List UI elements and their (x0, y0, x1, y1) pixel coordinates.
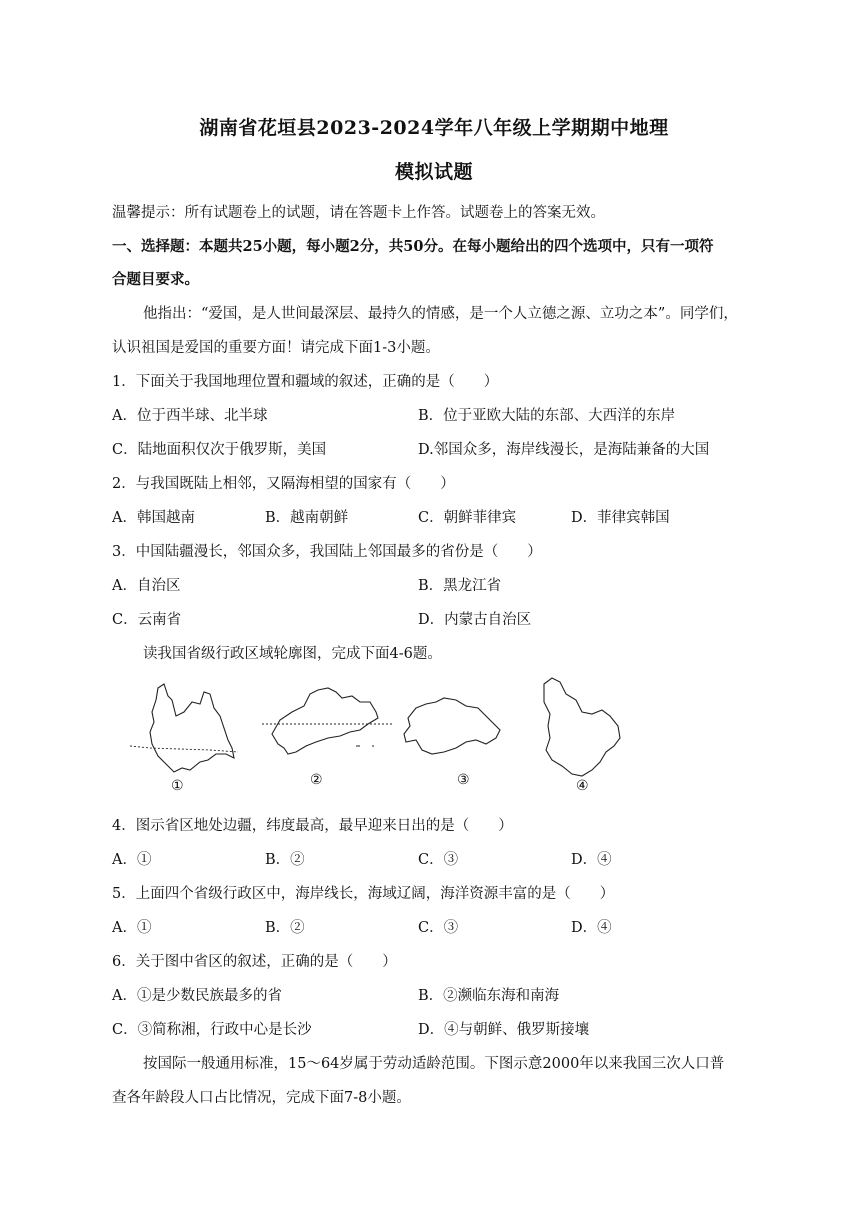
q1-option-b: B．位于亚欧大陆的东部、大西洋的东岸 (418, 408, 676, 424)
q5-option-c: C．③ (418, 920, 459, 936)
q2-option-b: B．越南朝鲜 (265, 510, 349, 526)
q6-option-c: C．③简称湘，行政中心是长沙 (112, 1022, 312, 1038)
q1-option-a: A．位于西半球、北半球 (112, 408, 268, 424)
q4-option-c: C．③ (418, 852, 459, 868)
province-outline-1 (150, 684, 234, 772)
map-label-2: ② (310, 772, 323, 788)
map-label-1: ① (171, 778, 184, 794)
question-3-stem: 3．中国陆疆漫长，邻国众多，我国陆上邻国最多的省份是（ ） (112, 544, 542, 560)
q2-option-c: C．朝鲜菲律宾 (418, 510, 517, 526)
intro-paragraph-2: 读我国省级行政区域轮廓图，完成下面4-6题。 (143, 646, 442, 662)
q6-option-b: B．②濒临东海和南海 (418, 988, 560, 1004)
intro-paragraph-1-cont: 认识祖国是爱国的重要方面！请完成下面1-3小题。 (112, 340, 440, 356)
q3-option-c: C．云南省 (112, 612, 182, 628)
q6-option-a: A．①是少数民族最多的省 (112, 988, 282, 1004)
province-outline-2 (272, 688, 378, 754)
province-outline-maps (120, 672, 640, 800)
tropic-line-1 (130, 746, 238, 752)
q5-option-a: A．① (112, 920, 152, 936)
q5-option-b: B．② (265, 920, 305, 936)
q2-option-d: D．菲律宾韩国 (571, 510, 670, 526)
question-2-stem: 2．与我国既陆上相邻，又隔海相望的国家有（ ） (112, 476, 455, 492)
q3-option-b: B．黑龙江省 (418, 578, 502, 594)
q4-option-a: A．① (112, 852, 152, 868)
province-outline-4 (544, 678, 620, 776)
map-label-4: ④ (576, 778, 589, 794)
q5-option-d: D．④ (571, 920, 612, 936)
q6-option-d: D．④与朝鲜、俄罗斯接壤 (418, 1022, 590, 1038)
map-label-3: ③ (457, 772, 470, 788)
section-heading-cont: 合题目要求。 (112, 271, 199, 288)
question-5-stem: 5．上面四个省级行政区中，海岸线长，海域辽阔，海洋资源丰富的是（ ） (112, 886, 615, 902)
intro-paragraph-1: 他指出：“爱国，是人世间最深层、最持久的情感，是一个人立德之源、立功之本”。同学们， (143, 306, 738, 322)
q4-option-d: D．④ (571, 852, 612, 868)
q1-option-c: C．陆地面积仅次于俄罗斯，美国 (112, 442, 327, 458)
q3-option-a: A．自治区 (112, 578, 181, 594)
province-outline-figure (120, 672, 640, 800)
province-outline-3 (404, 698, 500, 754)
intro-paragraph-3-cont: 查各年龄段人口占比情况，完成下面7-8小题。 (112, 1090, 411, 1106)
notice-text: 温馨提示：所有试题卷上的试题，请在答题卡上作答。试题卷上的答案无效。 (112, 205, 605, 221)
q4-option-b: B．② (265, 852, 305, 868)
question-6-stem: 6．关于图中省区的叙述，正确的是（ ） (112, 954, 397, 970)
exam-subtitle: 模拟试题 (394, 161, 473, 183)
q1-option-d: D.邻国众多，海岸线漫长，是海陆兼备的大国 (418, 442, 710, 458)
question-4-stem: 4．图示省区地处边疆，纬度最高，最早迎来日出的是（ ） (112, 818, 513, 834)
section-heading: 一、选择题：本题共25小题，每小题2分，共50分。在每小题给出的四个选项中，只有一项符 (112, 238, 714, 255)
q2-option-a: A．韩国越南 (112, 510, 195, 526)
q3-option-d: D．内蒙古自治区 (418, 612, 532, 628)
intro-paragraph-3: 按国际一般通用标准，15～64岁属于劳动适龄范围。下图示意2000年以来我国三次人口普 (143, 1056, 725, 1072)
exam-title: 湖南省花垣县2023-2024学年八年级上学期期中地理 (199, 117, 669, 139)
question-1-stem: 1．下面关于我国地理位置和疆域的叙述，正确的是（ ） (112, 374, 499, 390)
